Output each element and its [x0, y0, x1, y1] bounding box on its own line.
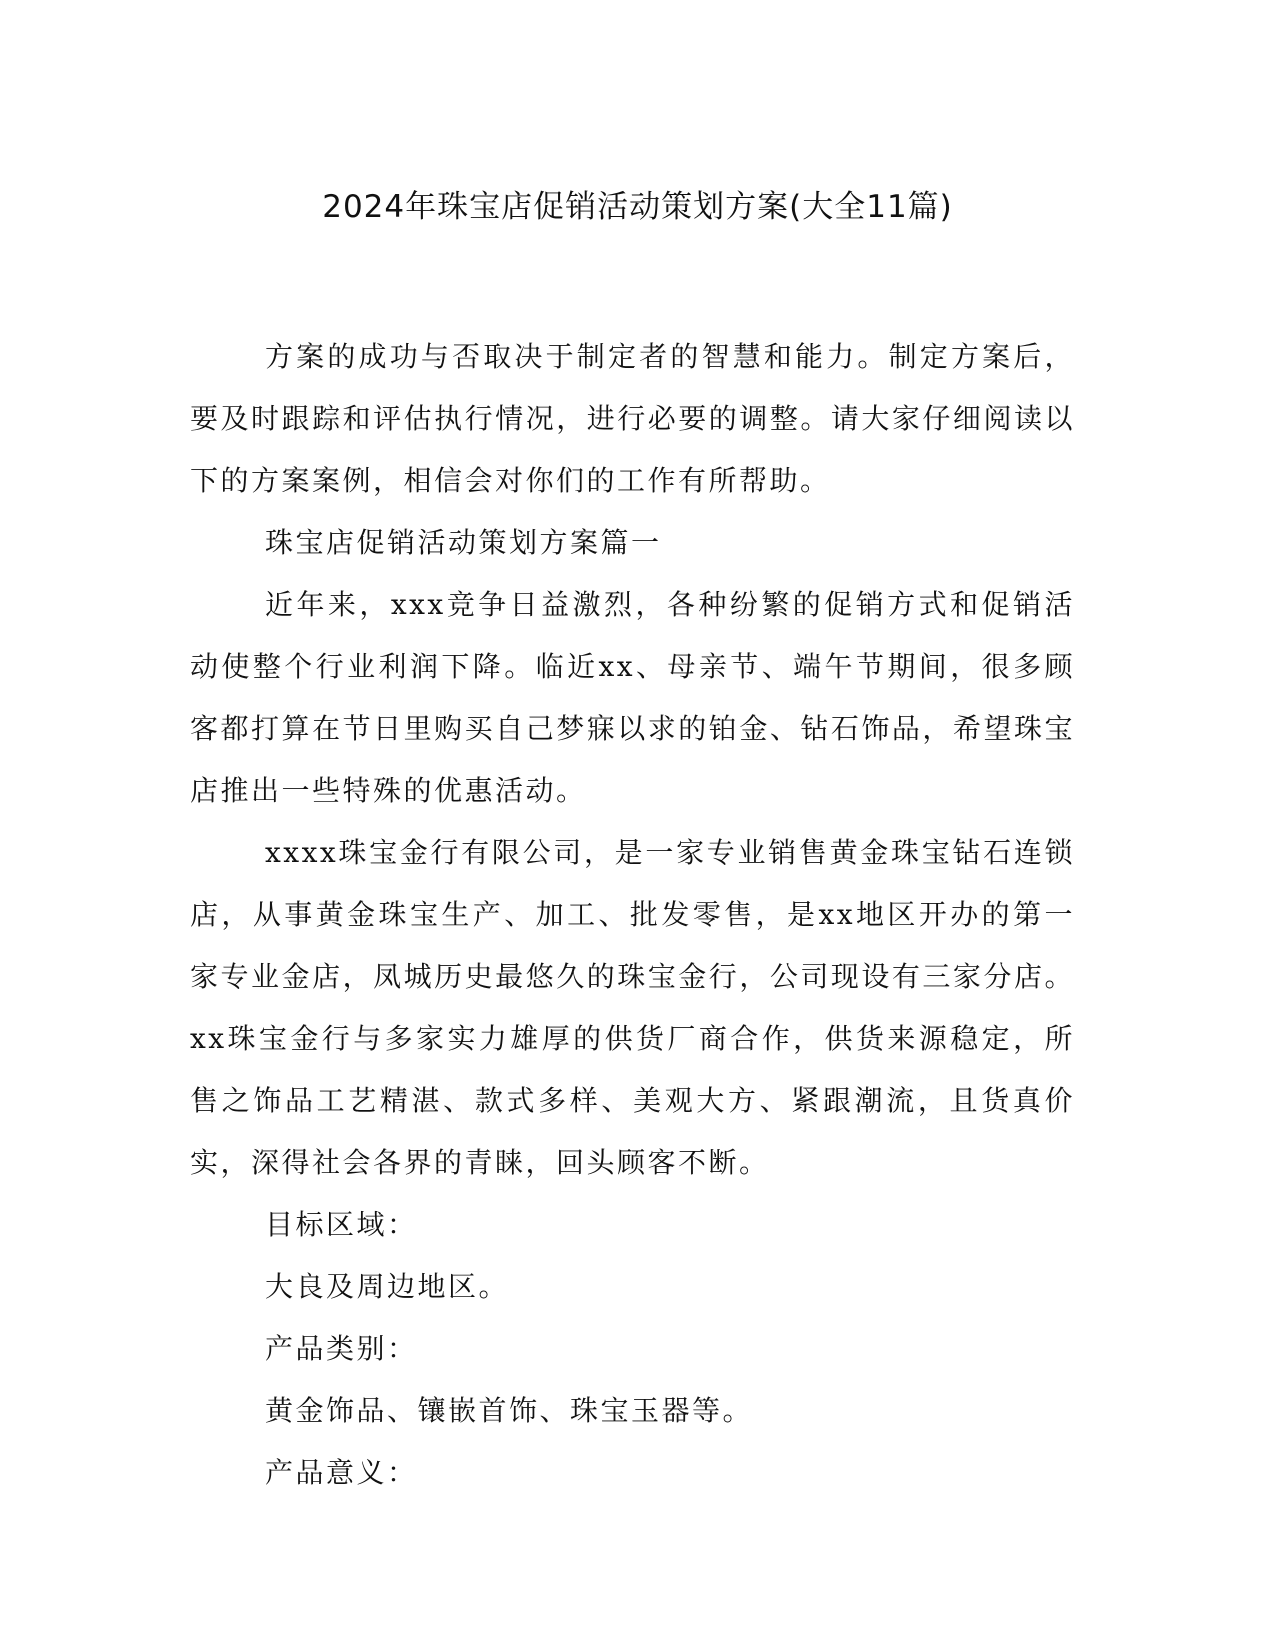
- product-category-value: 黄金饰品、镶嵌首饰、珠宝玉器等。: [265, 1394, 754, 1427]
- background-paragraph: 近年来，xxx竞争日益激烈，各种纷繁的促销方式和促销活动使整个行业利润下降。临近xx、母亲节、端午节期间，很多顾客都打算在节日里购买自己梦寐以求的铂金、钻石饰品，希望珠宝店推出一些特殊的优惠活动。: [190, 588, 1075, 807]
- section-heading: 珠宝店促销活动策划方案篇一: [265, 526, 662, 559]
- intro-paragraph: 方案的成功与否取决于制定者的智慧和能力。制定方案后，要及时跟踪和评估执行情况，进行必要的调整。请大家仔细阅读以下的方案案例，相信会对你们的工作有所帮助。: [190, 340, 1075, 497]
- product-meaning-label: 产品意义：: [265, 1456, 418, 1489]
- company-paragraph: xxxx珠宝金行有限公司，是一家专业销售黄金珠宝钻石连锁店，从事黄金珠宝生产、加工、批发零售，是xx地区开办的第一家专业金店，凤城历史最悠久的珠宝金行，公司现设有三家分店。xx珠宝金行与多家实力雄厚的供货厂商合作，供货来源稳定，所售之饰品工艺精湛、款式多样、美观大方、紧跟潮流，且货真价实，深得社会各界的青睐，回头顾客不断。: [190, 836, 1075, 1179]
- document-body: [190, 326, 1075, 1504]
- target-area-label: 目标区域：: [265, 1208, 418, 1241]
- document-title: 2024年珠宝店促销活动策划方案(大全11篇): [322, 189, 953, 225]
- target-area-value: 大良及周边地区。: [265, 1270, 510, 1303]
- product-category-label: 产品类别：: [265, 1332, 418, 1365]
